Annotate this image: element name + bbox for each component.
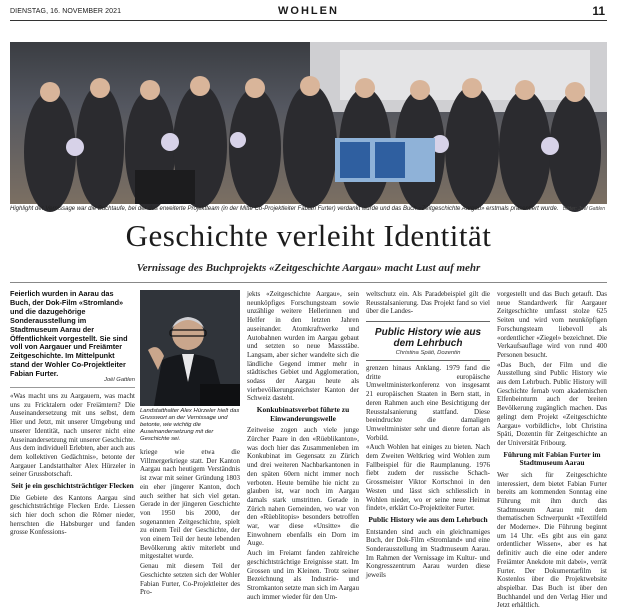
speaker-photo-caption: Landstatthalter Alex Hürzeler hielt das Grusswort an der Vernissage und betonte, wie wichtig die Auseinandersetzung mit der Geschichte sei.: [140, 408, 240, 442]
headline: Geschichte verleiht Identität: [125, 218, 492, 253]
quote-rule-bottom: [366, 360, 490, 361]
col5-body2: «Das Buch, der Film und die Ausstellung sind Public History wie aus dem Lehrbuch. Public History will Geschichte fernab vom akademischen Elfenbeinturm auch der breiten Bevölkerung zugänglich machen. Das gelingt dem Projekt «Zeitgeschichte Aargau» vorbildlich», lobt Christina Späti, Dozentin für Zeitgeschichte an der Universität Fribourg.: [497, 360, 607, 447]
col4-body: weltschutz ein. Als Paradebeispiel gilt die Reusstalsanierung. Das Projekt fand so viel über die Landes-: [366, 290, 490, 316]
col4-body2: grenzen hinaus Anklang. 1979 fand die dritte europäische Umweltministerkonferenz von insgesamt 21 europäischen Staaten in Bern statt, in deren Rahmen auch eine Besichtigung der Reusstalsanierung stattfand. Diese beeindruckte die damaligen Umweltminister sehr und dienre fortan als Vorbild.: [366, 364, 490, 442]
col1-body2: Die Gebiete des Kantons Aargau sind geschichtsträchtige Flecken Erde. Liessen sich hier doch schon die Römer nieder, herrschten die Habsburger und fanden grosse Konfessions-: [10, 493, 135, 537]
col3-body: jekts «Zeitgeschichte Aargau», sein neunköpfiges Forschungsteam sowie unzählige weitere Hellerinnen und Helfer in den letzten Jahren auseinander. Atomkraftwerke und Autobahnen wurden im Aargau gebaut und setzten so neue Massstäbe. Langsam, aber sicher wandelte sich die ländliche Gegend immer mehr in städtisches Gebiet und Agglomeration, sodass der Aargau heute als vierbevölkerungsreichster Kanton der Schweiz dasteht.: [247, 290, 359, 403]
col2-body: kriege wie etwa die Villmergerkriege statt. Der Kanton Aargau nach heutigem Verständnis ist zwar mit seiner Gründung 1803 ein eher jüngerer Kanton, doch auch seither hat sich viel getan. Gerade in der jüngeren Geschichte von 1950 bis 2000, der sogenannten Zeitgeschichte, spielt zu einem Teil der Geschichte, der von einem Teil der heute lebenden Bevölkerung aktiv miterlebt und mitgestaltet wurde.: [140, 448, 240, 561]
col3-subhead: Konkubinatsverbot führte zu Einwanderungswelle: [256, 405, 350, 423]
author-rule: [10, 387, 135, 388]
col1-subhead: Seit je ein geschichtsträchtiger Flecken: [11, 481, 134, 491]
subhead-rule: [10, 282, 607, 283]
col5-subhead: Führung mit Fabian Furter im Stadtmuseum Aarau: [503, 449, 601, 468]
col3-body3: Auch im Freiamt fanden zahlreiche geschichtsträchtige Ereignisse statt. Im Grossen und im Kleinen. Trotz seiner Bezeichnung als Industrie- und Stromkanton setzte man sich im Aargau auch immer wieder für den Um-: [247, 549, 359, 601]
column-4: [366, 364, 490, 580]
photo-credit: Bilder: Joël Gattlen: [562, 206, 605, 212]
lead-paragraph: Feierlich wurden in Aarau das Buch, der Dok-Film «Stromland» und die dazugehörige Sonderausstellung im Stadtmuseum Aarau der Öffentlichkeit vorgestellt. Sie sind voll von Aargauer und Freiämter Zeitgeschichte. Im Mittelpunkt stand der Wohler Co-Projektleiter Fabian Furter.: [10, 289, 128, 379]
col4-body3: «Auch Wohlen hat einiges zu bieten. Nach dem Zweiten Weltkrieg wird Wohlen zum Fallbeispiel für die Raumplanung. 1976 fiebt zudem der russische Schach-Grossmeister Viktor Kortschnoi in den Westen und lässt sich schliesslich in Wohlen nieder, wo er seine neue Heimat findet», erklärt Co-Projektleiter Furter.: [366, 443, 490, 513]
col2-body2: Genau mit diesem Teil der Geschichte setzten sich der Wohler Fabian Furter, Co-Projektleiter des Pro-: [140, 562, 240, 597]
header-date: DIENSTAG, 16. NOVEMBER 2021: [10, 8, 122, 15]
column-5: [497, 290, 607, 610]
subheadline: Vernissage des Buchprojekts «Zeitgeschichte Aargau» macht Lust auf mehr: [136, 262, 481, 274]
group-photo: [10, 42, 607, 204]
col3-body2: Zeitweise zogen auch viele junge Zürcher Paare in den «Rüeblikanton», was doch hier das Zusammenleben im Konkubinat im Gegensatz zu Zürich und drei weiteren Nachbarkantonen in den späten 60ern nicht immer noch verboten. Heute bemühe hie nicht zu glauben ist, war noch im Aargau damals stark umstritten. Gerade in Zürich nahen Gemeinden, wo war von den «Rüeblitopis» besonders betroffen war, war diese «Unsitte» die Einwohnern ebenfalls ein Dorn im Auge.: [247, 426, 359, 548]
col5-body: vorgestellt und das Buch getauft. Das neue Standardwerk für Aargauer Zeitgeschichte umfasst stolze 625 Seiten und wird vom neunköpfigen Forschungsteam liebevoll als «ordentlicher «Ziegel» bezeichnet. Die Verkaufsauflage wird von rund 400 Personen besucht.: [497, 290, 607, 359]
col4-body4: Entstanden sind auch ein gleichnamiges Buch, der Dok-Film «Stromland» und eine Sonderausstellung im Stadtmuseum Aarau. Im Rahmen der Vernissage im Kultur- und Kongresszentrum Aarau wurden diese jeweils: [366, 527, 490, 580]
speaker-photo: [140, 290, 240, 406]
column-1: [10, 392, 135, 564]
quote-rule-top: [366, 321, 490, 322]
col1-body: «Was macht uns zu Aargauern, was macht uns zu Fricktalern oder Freiämtern? Die Auseinandersetzung mit uns selbst, dem Hier und Jetzt, mit unserer Umgebung und unserer Identität, nach unserer nicht eine Auseinandersetzung mit unserer Geschichte. Aus dem individuell Erlebten, aber auch aus dem kollektiven Gedächtnis», betonte der Aargauer Landstatthalter Alex Hürzeler in seiner Grussbotschaft.: [10, 392, 135, 479]
col4-subhead: Public History wie aus dem Lehrbuch: [368, 514, 488, 524]
section-title: WOHLEN: [278, 5, 339, 17]
pull-quote-author: Christina Späti, Dozentin: [395, 350, 461, 356]
photo-caption: Highlight der Vernissage war die Buchtaufe, bei der das erweiterte Projektteam (in der Mitte Co-Projektleiter Fabian Furter) verdankt wurde und das Buch «Zeitgeschichte Aargau» erstmals präsentiert wurde.: [10, 206, 559, 212]
page-number: 11: [592, 4, 605, 18]
col5-body3: Wer sich für Zeitgeschichte interessiert, dem bietet Fabian Furter bereits am kommenden Sonntag eine Führung mit ihm durch das Stadtmuseum Aarau mit dem thematischen Schwerpunkt «Textilfeld der Moderne». Die Führung beginnt um 14 Uhr. «Es gibt aus ein ganz ordentlicher Wissen», aber es hat definitiv auch die eine oder andere Freiämter Anekdote mit dabei», verrät Furter. Der Dokumentarfilm ist Kostenlos über die Projektwebsite abspielbar. Das Buch ist über den Buchhandel und den Verlag Hier und Jetzt erhältlich.: [497, 470, 607, 610]
column-2: [140, 448, 240, 597]
column-4-top: [366, 290, 490, 318]
column-3: [247, 290, 359, 601]
header-rule: [10, 20, 607, 21]
pull-quote: Public History wie aus dem Lehrbuch: [374, 327, 482, 349]
author-line: Joël Gattlen: [104, 377, 135, 383]
